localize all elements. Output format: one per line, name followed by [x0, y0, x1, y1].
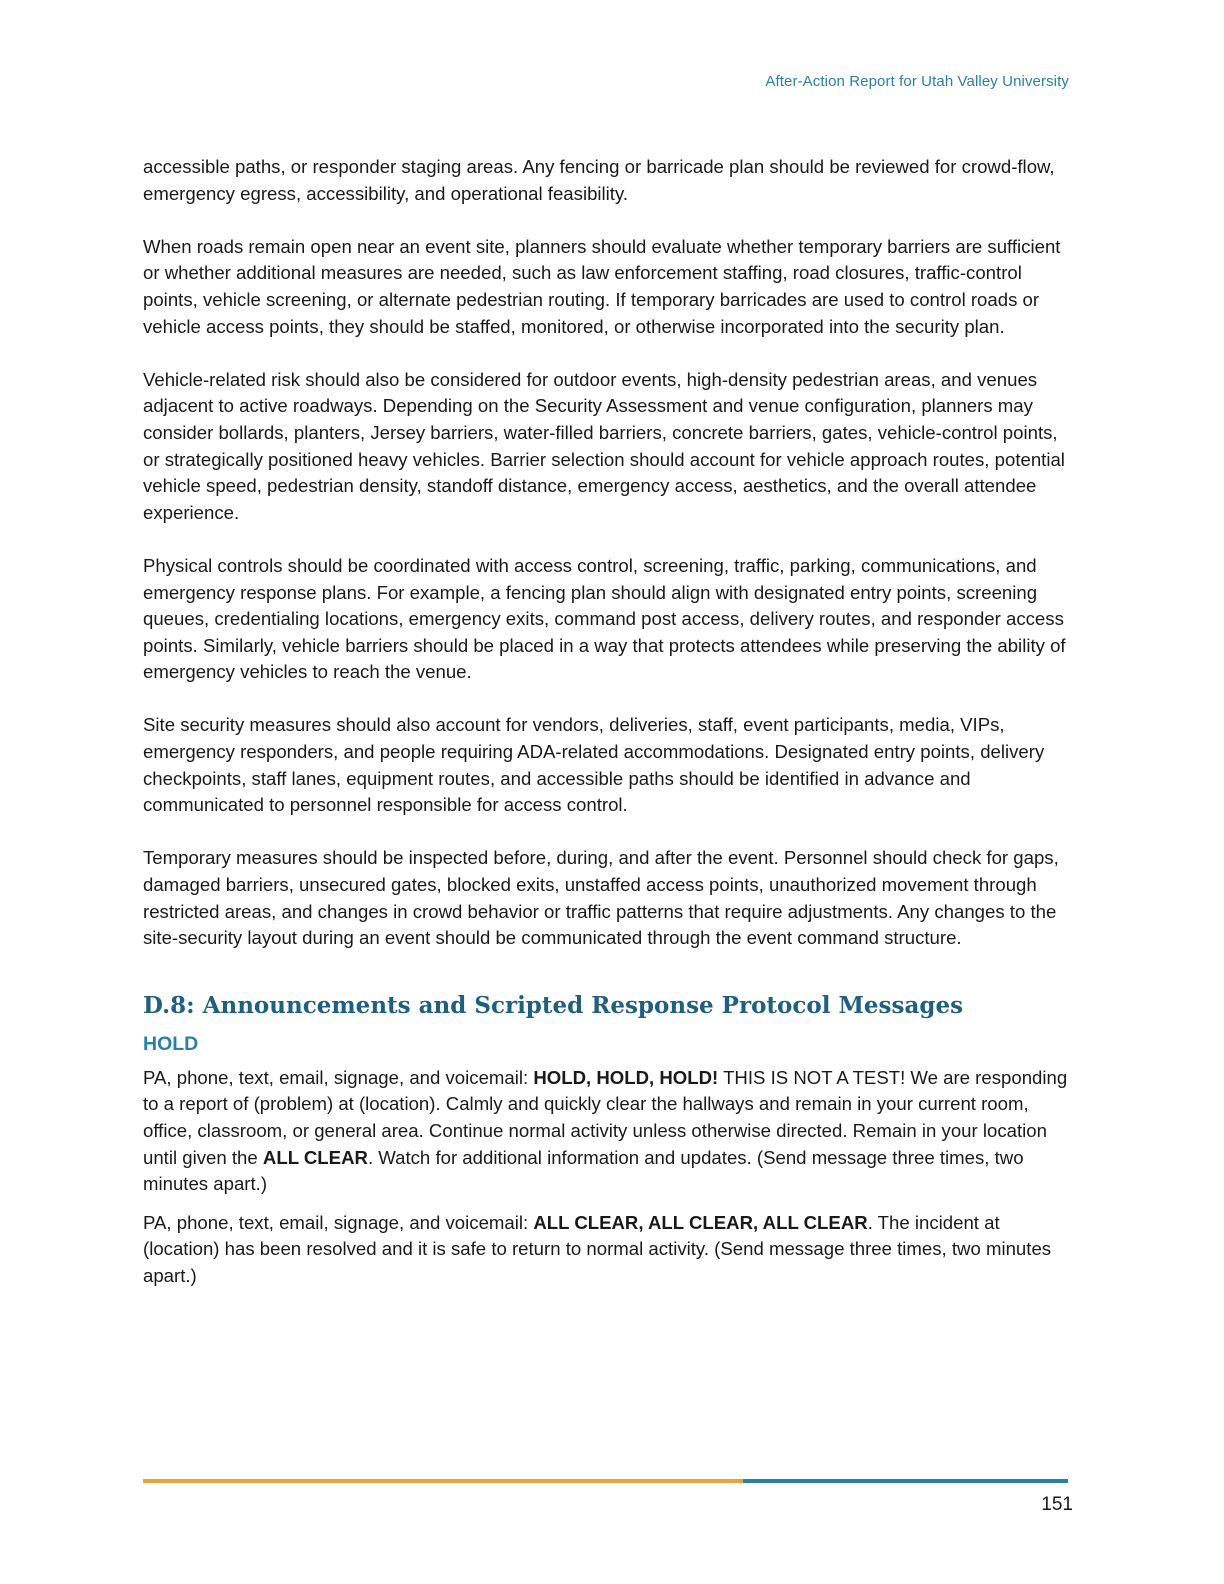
page-number: 151 [1041, 1494, 1073, 1515]
message-suffix: . Watch for additional information and updates. (Send message three times, two minutes apart.) [143, 1146, 1024, 1195]
body-paragraph: accessible paths, or responder staging areas. Any fencing or barricade plan should be reviewed for crowd-flow, emergency egress, accessibility, and operational feasibility. [143, 156, 1055, 204]
body-paragraph: When roads remain open near an event site, planners should evaluate whether temporary barriers are sufficient or whether additional measures are needed, such as law enforcement staffing, road closures, traffic-control points, vehicle screening, or alternate pedestrian routing. If temporary barricades are used to control roads or vehicle access points, they should be staffed, monitored, or otherwise incorporated into the security plan. [143, 235, 1061, 337]
section-heading: D.8: Announcements and Scripted Response Protocol Messages [143, 991, 964, 1019]
message-emphasis: HOLD, HOLD, HOLD! [533, 1066, 719, 1088]
message-prefix: PA, phone, text, email, signage, and voicemail: [143, 1211, 534, 1233]
running-header: After-Action Report for Utah Valley University [765, 73, 1069, 90]
footer-rule-teal [743, 1479, 1068, 1483]
message-emphasis: ALL CLEAR [262, 1146, 368, 1168]
footer-rule-gold [143, 1479, 743, 1483]
message-prefix: PA, phone, text, email, signage, and voicemail: [143, 1066, 534, 1088]
body-paragraph: Physical controls should be coordinated with access control, screening, traffic, parking, communications, and emergency response plans. For example, a fencing plan should align with designated entry points, screening queues, credentialing locations, emergency exits, command post access, delivery routes, and responder access points. Similarly, vehicle barriers should be placed in a way that protects attendees while preserving the ability of emergency vehicles to reach the venue. [143, 554, 1066, 683]
all-clear-message [143, 1210, 1073, 1290]
hold-message [143, 1065, 1073, 1198]
body-paragraph: Site security measures should also account for vendors, deliveries, staff, event participants, media, VIPs, emergency responders, and people requiring ADA-related accommodations. Designated entry points, delivery checkpoints, staff lanes, equipment routes, and accessible paths should be identified in advance and communicated to personnel responsible for access control. [143, 714, 1045, 816]
body-paragraph: Vehicle-related risk should also be considered for outdoor events, high-density pedestrian areas, and venues adjacent to active roadways. Depending on the Security Assessment and venue configuration, planners may consider bollards, planters, Jersey barriers, water-filled barriers, concrete barriers, gates, vehicle-control points, or strategically positioned heavy vehicles. Barrier selection should account for vehicle approach routes, potential vehicle speed, pedestrian density, standoff distance, emergency access, aesthetics, and the overall attendee experience. [143, 368, 1065, 523]
message-suffix: . The incident at (location) has been resolved and it is safe to return to normal activity. (Send message three times, two minutes apart.) [143, 1211, 1052, 1286]
body-paragraph: Temporary measures should be inspected before, during, and after the event. Personnel should check for gaps, damaged barriers, unsecured gates, blocked exits, unstaffed access points, unauthorized movement through restricted areas, and changes in crowd behavior or traffic patterns that require adjustments. Any changes to the site-security layout during an event should be communicated through the event command structure. [143, 847, 1059, 949]
page-content [143, 154, 1073, 1302]
message-body: THIS IS NOT A TEST! We are responding to a report of (problem) at (location). Calmly and quickly clear the hallways and remain in your current room, office, classroom, or general area. Continue normal activity unless otherwise directed. Remain in your location until given the [143, 1066, 1068, 1168]
subsection-heading: HOLD [143, 1032, 199, 1055]
footer-rule [143, 1479, 1068, 1483]
message-emphasis: ALL CLEAR, ALL CLEAR, ALL CLEAR [533, 1211, 868, 1233]
